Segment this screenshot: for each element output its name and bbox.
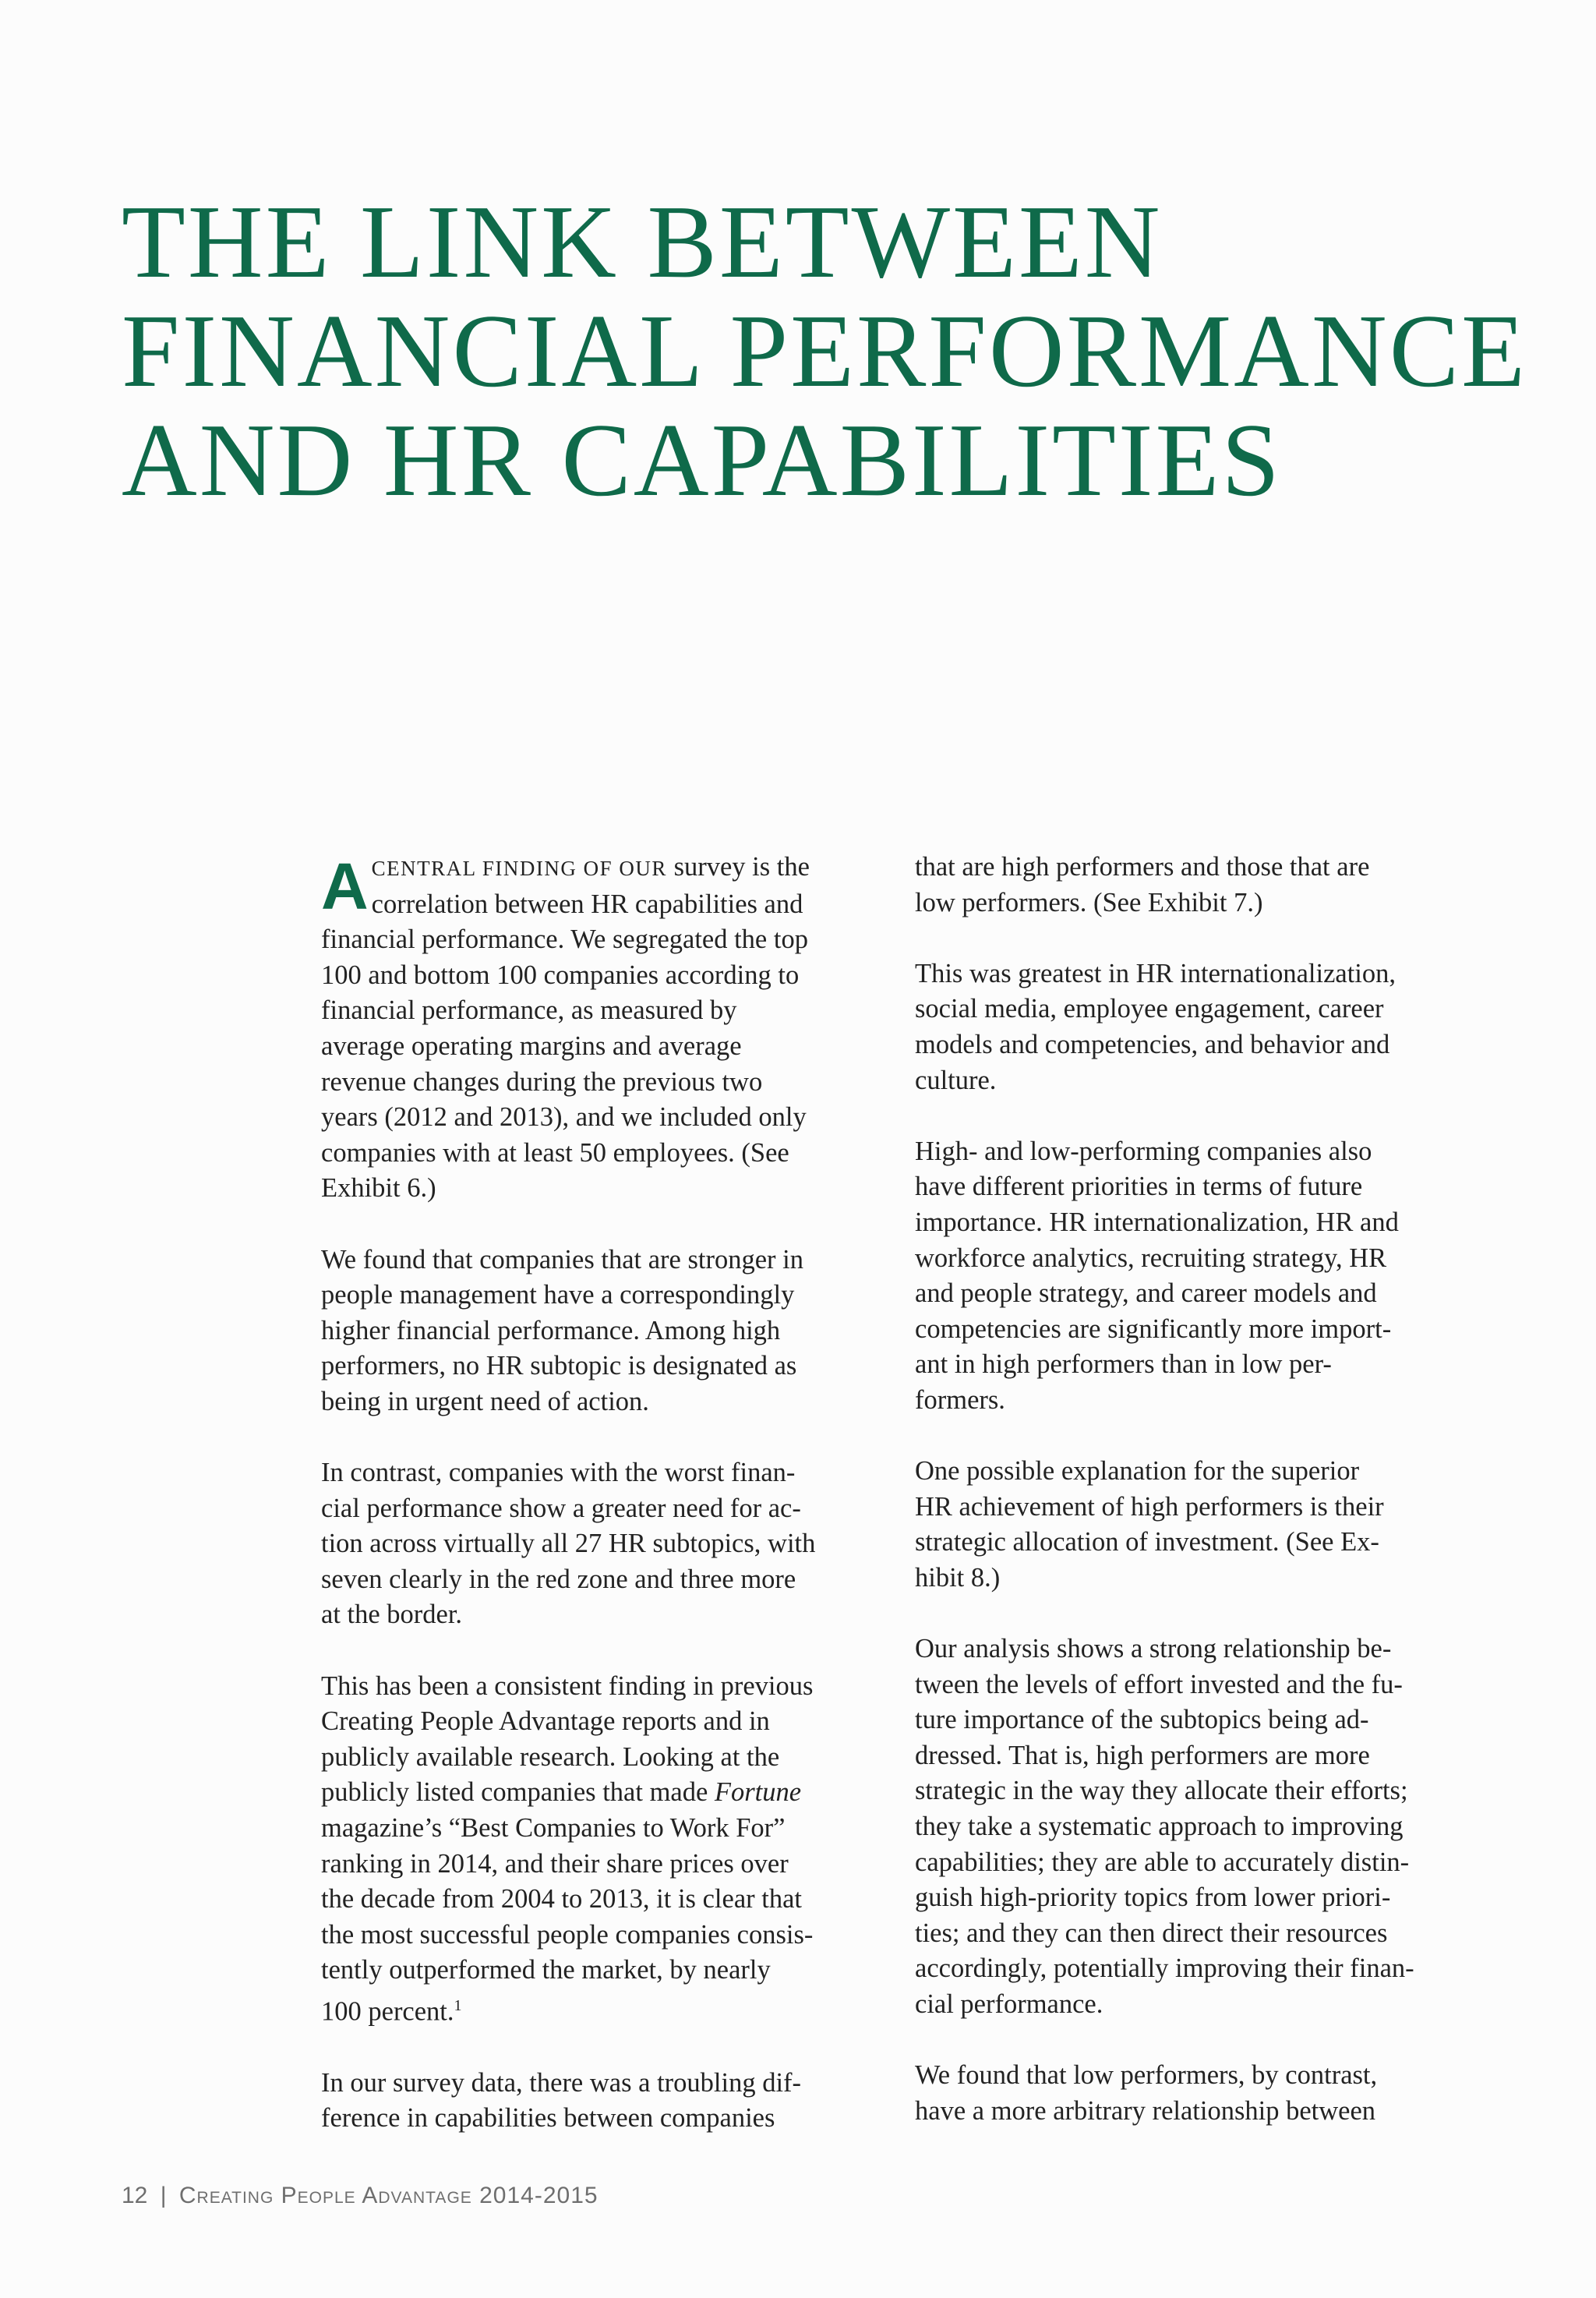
text-line-fragment: 100 percent. [321,1996,454,2027]
text-line: dressed. That is, high performers are more [915,1740,1370,1770]
text-line: competencies are significantly more import- [915,1313,1392,1344]
text-line: seven clearly in the red zone and three more [321,1564,796,1594]
page-footer [122,2183,598,2209]
body-column-right [915,850,1492,2129]
paragraph [915,1632,1492,2023]
text-line: strategic allocation of investment. (See Ex- [915,1527,1379,1557]
text-line: This was greatest in HR internationalization, [915,958,1396,988]
text-line: magazine’s “Best Companies to Work For” [321,1813,786,1844]
text-line: High- and low-performing companies also [915,1136,1372,1166]
text-line: importance. HR internationalization, HR and [915,1207,1399,1237]
text-line: average operating margins and average [321,1031,742,1061]
text-line: tently outperformed the market, by nearly [321,1955,771,1985]
text-line: they take a systematic approach to improving [915,1812,1404,1842]
paragraph [915,956,1492,1098]
footer-separator: | [160,2183,167,2208]
text-line: models and competencies, and behavior and [915,1029,1390,1059]
text-line: culture. [915,1065,997,1095]
text-line: being in urgent need of action. [321,1386,649,1416]
text-line: revenue changes during the previous two [321,1066,763,1097]
text-line: ference in capabilities between companies [321,2103,775,2134]
paragraph [321,1455,898,1633]
paragraph [321,2066,898,2137]
text-line: This has been a consistent finding in previous [321,1670,814,1701]
text-line: HR achievement of high performers is their [915,1491,1384,1522]
text-line: ranking in 2014, and their share prices over [321,1848,789,1879]
text-line: financial performance, as measured by [321,995,737,1026]
lead-smallcaps: CENTRAL FINDING OF OUR [371,857,667,880]
text-line: years (2012 and 2013), and we included only [321,1102,807,1133]
publication-name-fortune: Fortune [714,1777,802,1808]
title-line-1: THE LINK BETWEEN [122,184,1163,299]
text-line: cial performance show a greater need for ac- [321,1493,801,1523]
text-line: financial performance. We segregated the top [321,925,808,955]
text-line: In contrast, companies with the worst finan- [321,1458,796,1488]
text-line: have a more arbitrary relationship between [915,2095,1376,2126]
title-line-2: FINANCIAL PERFORMANCE [122,293,1527,408]
text-line [321,850,898,887]
text-line: Creating People Advantage reports and in [321,1706,770,1737]
text-line: We found that companies that are stronger in [321,1244,803,1275]
text-line: capabilities; they are able to accurately distin- [915,1847,1410,1877]
text-line: social media, employee engagement, career [915,994,1384,1024]
paragraph [915,2058,1492,2129]
text-line: cial performance. [915,1989,1103,2019]
text-line: accordingly, potentially improving their finan- [915,1953,1414,1984]
text-line: workforce analytics, recruiting strategy, HR [915,1243,1387,1273]
text-line: strategic in the way they allocate their efforts; [915,1776,1408,1806]
text-line: guish high-priority topics from lower priori- [915,1883,1391,1913]
text-line: the decade from 2004 to 2013, it is clear that [321,1884,802,1914]
text-line: One possible explanation for the superior [915,1456,1360,1487]
text-line: correlation between HR capabilities and [371,889,803,919]
text-line: ture importance of the subtopics being ad- [915,1705,1369,1735]
text-line: higher financial performance. Among high [321,1315,781,1345]
paragraph [915,1454,1492,1596]
text-line: publicly available research. Looking at the [321,1741,780,1772]
text-line: tion across virtually all 27 HR subtopics, with [321,1529,816,1559]
text-line: ties; and they can then direct their resources [915,1918,1388,1948]
text-line: at the border. [321,1600,463,1630]
publication-title: Creating People Advantage 2014-2015 [178,2183,598,2208]
text-line: We found that low performers, by contrast, [915,2060,1378,2091]
text-line: Exhibit 6.) [321,1173,436,1204]
text-line: In our survey data, there was a troubling dif- [321,2067,802,2098]
text-line-fragment: publicly listed companies that made [321,1777,715,1808]
body-column-left [321,850,898,2137]
text-line: hibit 8.) [915,1562,1001,1593]
text-line [321,1775,898,1811]
text-line-fragment: survey is the [666,852,810,882]
text-line: ant in high performers than in low per- [915,1349,1332,1380]
text-line: and people strategy, and career models and [915,1278,1377,1309]
text-line: tween the levels of effort invested and the fu- [915,1669,1403,1699]
text-line: have different priorities in terms of future [915,1172,1363,1202]
text-line: performers, no HR subtopic is designated as [321,1351,797,1381]
paragraph [915,1134,1492,1419]
drop-cap: A [321,850,369,923]
title-line-3: AND HR CAPABILITIES [122,402,1282,518]
text-line: the most successful people companies consis- [321,1919,814,1950]
page-number: 12 [122,2183,148,2208]
page-title [122,184,1571,518]
footnote-marker: 1 [454,1997,462,2014]
text-line: that are high performers and those that are [915,852,1370,882]
text-line [321,1989,898,2030]
text-line: low performers. (See Exhibit 7.) [915,887,1263,917]
text-line: companies with at least 50 employees. (See [321,1137,789,1168]
paragraph-intro [321,850,898,1207]
text-line: formers. [915,1384,1005,1415]
text-line: Our analysis shows a strong relationship be- [915,1634,1392,1664]
text-line: people management have a correspondingly [321,1280,795,1310]
paragraph [321,1243,898,1420]
paragraph [321,1669,898,2030]
text-line: 100 and bottom 100 companies according to [321,960,800,990]
paragraph [915,850,1492,921]
